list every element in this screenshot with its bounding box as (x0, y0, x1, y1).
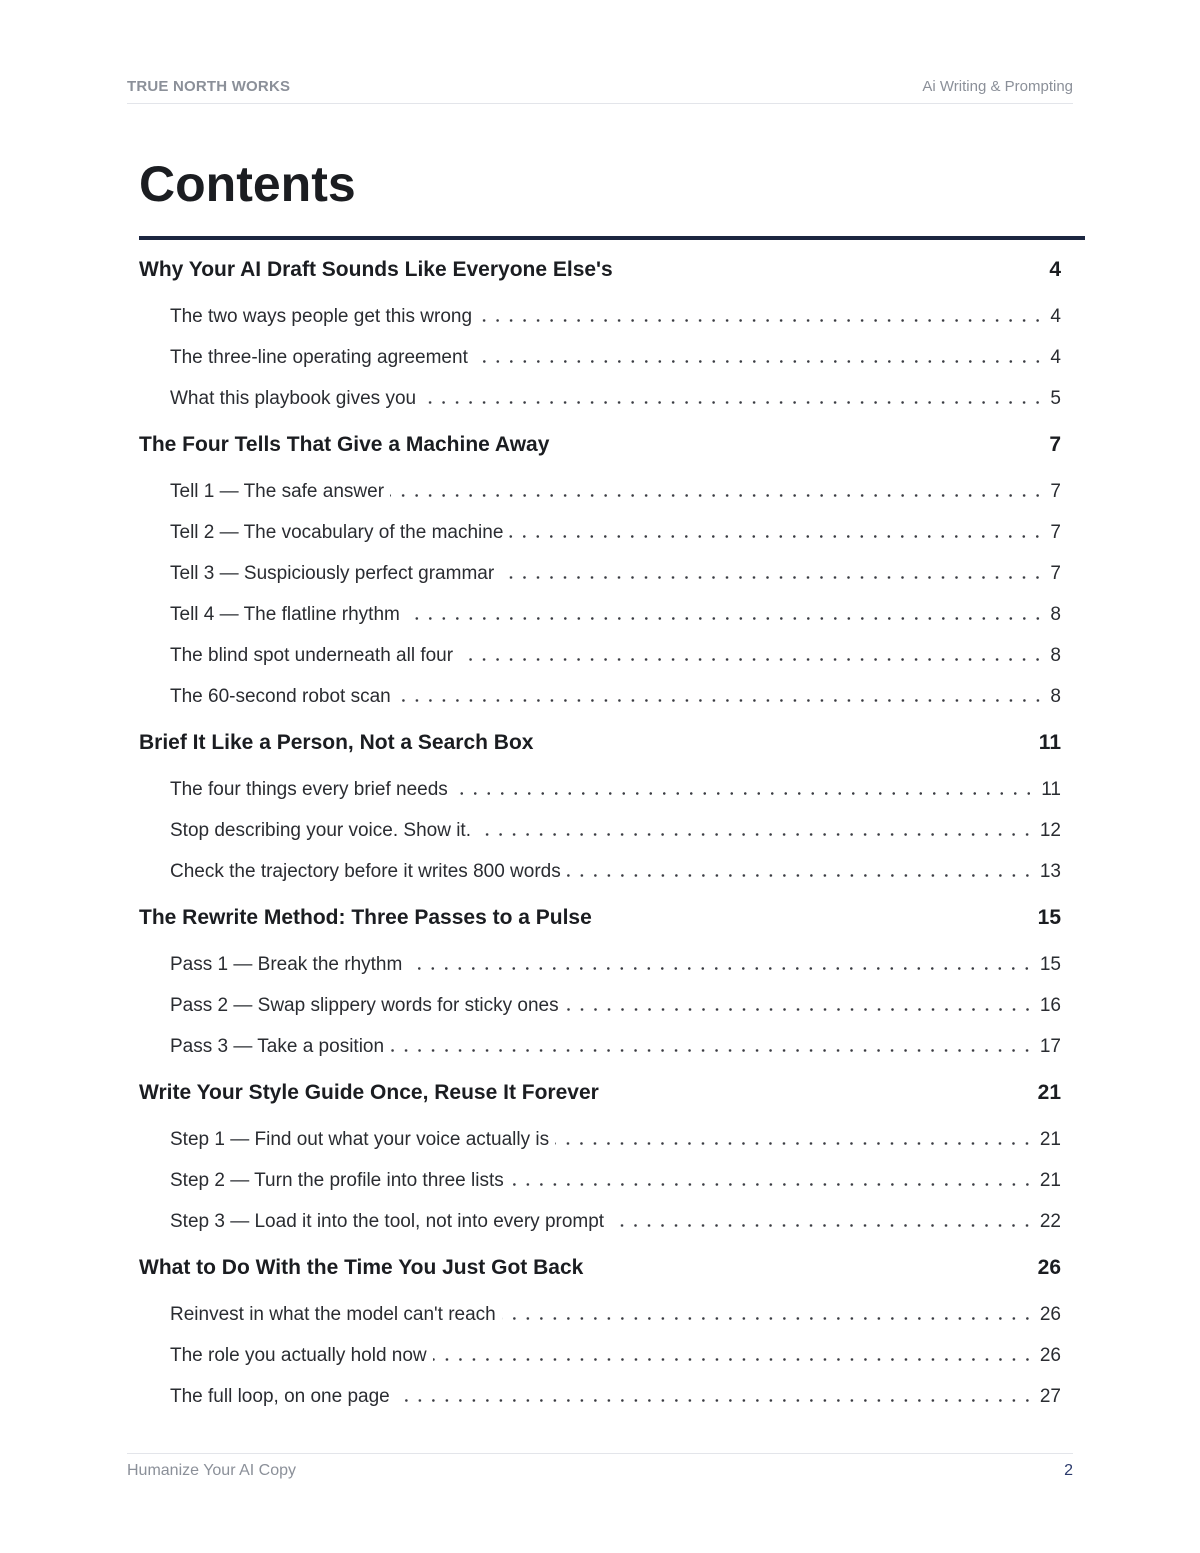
toc-section-entry[interactable] (139, 1335, 1061, 1376)
chapter-title: The Rewrite Method: Three Passes to a Pulse (139, 906, 592, 929)
section-list (139, 469, 1061, 719)
chapter-page-number: 4 (1049, 258, 1061, 281)
section-page-number: 27 (1039, 1385, 1061, 1407)
toc-chapter-entry[interactable] (139, 719, 1061, 767)
toc-section-entry[interactable] (139, 1160, 1061, 1201)
toc-section-entry[interactable] (139, 1201, 1061, 1242)
dot-leader (397, 687, 1049, 706)
section-list (139, 294, 1061, 421)
dot-leader (422, 389, 1048, 408)
dot-leader (567, 862, 1038, 881)
section-page-number: 5 (1050, 387, 1061, 409)
toc-section-entry[interactable] (139, 1119, 1061, 1160)
chapter-title: The Four Tells That Give a Machine Away (139, 433, 550, 456)
chapter-title: Brief It Like a Person, Not a Search Box (139, 731, 534, 754)
section-title: The 60-second robot scan (170, 685, 391, 707)
dot-leader (396, 1387, 1038, 1406)
dot-leader (433, 1346, 1038, 1365)
section-title: Reinvest in what the model can't reach (170, 1303, 496, 1325)
chapter-page-number: 21 (1037, 1081, 1061, 1104)
toc-chapter-entry[interactable] (139, 1244, 1061, 1292)
section-list (139, 1117, 1061, 1244)
section-page-number: 26 (1039, 1303, 1061, 1325)
dot-leader (474, 348, 1049, 367)
toc-chapter-entry[interactable] (139, 894, 1061, 942)
dot-leader (390, 1037, 1038, 1056)
page-footer (127, 1453, 1073, 1484)
toc-section-entry[interactable] (139, 512, 1061, 553)
section-page-number: 7 (1050, 562, 1061, 584)
section-page-number: 13 (1039, 860, 1061, 882)
toc-section-entry[interactable] (139, 553, 1061, 594)
dot-leader (406, 605, 1049, 624)
chapter-page-number: 26 (1037, 1256, 1061, 1279)
section-page-number: 16 (1039, 994, 1061, 1016)
toc-chapter-entry[interactable] (139, 421, 1061, 469)
section-title: Step 3 — Load it into the tool, not into every prompt (170, 1210, 605, 1232)
dot-leader (408, 955, 1038, 974)
section-page-number: 4 (1050, 305, 1061, 327)
toc-section-entry[interactable] (139, 337, 1061, 378)
dot-leader (500, 564, 1048, 583)
section-list (139, 942, 1061, 1069)
toc-section-entry[interactable] (139, 944, 1061, 985)
section-page-number: 7 (1050, 521, 1061, 543)
section-title: What this playbook gives you (170, 387, 417, 409)
chapter-title: What to Do With the Time You Just Got Back (139, 1256, 584, 1279)
section-page-number: 12 (1039, 819, 1061, 841)
toc-chapter-entry[interactable] (139, 246, 1061, 294)
chapter-page-number: 15 (1037, 906, 1061, 929)
title-divider (139, 236, 1085, 240)
section-page-number: 17 (1039, 1035, 1061, 1057)
section-title: Check the trajectory before it writes 800 words (170, 860, 561, 882)
table-of-contents (139, 246, 1061, 1419)
section-page-number: 15 (1039, 953, 1061, 975)
dot-leader (610, 1212, 1038, 1231)
page-header (127, 76, 1073, 104)
section-title: Tell 1 — The safe answer (170, 480, 385, 502)
section-page-number: 8 (1050, 603, 1061, 625)
toc-section-entry[interactable] (139, 1376, 1061, 1417)
section-title: The role you actually hold now (170, 1344, 427, 1366)
toc-section-entry[interactable] (139, 676, 1061, 717)
section-title: The blind spot underneath all four (170, 644, 454, 666)
section-page-number: 8 (1050, 685, 1061, 707)
toc-section-entry[interactable] (139, 810, 1061, 851)
section-title: The full loop, on one page (170, 1385, 390, 1407)
section-page-number: 22 (1039, 1210, 1061, 1232)
section-page-number: 21 (1039, 1128, 1061, 1150)
section-page-number: 26 (1039, 1344, 1061, 1366)
section-title: The two ways people get this wrong (170, 305, 473, 327)
page-number: 2 (1064, 1462, 1073, 1479)
section-title: Tell 4 — The flatline rhythm (170, 603, 400, 625)
toc-section-entry[interactable] (139, 635, 1061, 676)
brand-name: TRUE NORTH WORKS (127, 78, 291, 95)
dot-leader (502, 1305, 1038, 1324)
section-title: Step 2 — Turn the profile into three lists (170, 1169, 504, 1191)
section-page-number: 8 (1050, 644, 1061, 666)
chapter-page-number: 7 (1049, 433, 1061, 456)
section-list (139, 1292, 1061, 1419)
toc-section-entry[interactable] (139, 296, 1061, 337)
dot-leader (478, 307, 1048, 326)
toc-section-entry[interactable] (139, 378, 1061, 419)
section-page-number: 21 (1039, 1169, 1061, 1191)
section-list (139, 767, 1061, 894)
section-title: Step 1 — Find out what your voice actually is (170, 1128, 550, 1150)
section-name: Ai Writing & Prompting (922, 78, 1073, 95)
document-name: Humanize Your AI Copy (127, 1462, 296, 1479)
dot-leader (477, 821, 1038, 840)
dot-leader (454, 780, 1040, 799)
section-title: The four things every brief needs (170, 778, 448, 800)
dot-leader (390, 482, 1048, 501)
toc-chapter-entry[interactable] (139, 1069, 1061, 1117)
page-title: Contents (139, 156, 356, 212)
dot-leader (459, 646, 1048, 665)
toc-section-entry[interactable] (139, 594, 1061, 635)
dot-leader (510, 1171, 1038, 1190)
section-page-number: 7 (1050, 480, 1061, 502)
chapter-title: Why Your AI Draft Sounds Like Everyone Else's (139, 258, 613, 281)
dot-leader (555, 1130, 1038, 1149)
section-title: Pass 2 — Swap slippery words for sticky ones (170, 994, 559, 1016)
toc-section-entry[interactable] (139, 1294, 1061, 1335)
section-title: Stop describing your voice. Show it. (170, 819, 471, 841)
toc-section-entry[interactable] (139, 851, 1061, 892)
dot-leader (565, 996, 1038, 1015)
toc-section-entry[interactable] (139, 769, 1061, 810)
section-title: The three-line operating agreement (170, 346, 468, 368)
section-title: Tell 3 — Suspiciously perfect grammar (170, 562, 495, 584)
chapter-page-number: 11 (1038, 731, 1061, 754)
toc-section-entry[interactable] (139, 985, 1061, 1026)
toc-section-entry[interactable] (139, 471, 1061, 512)
section-title: Tell 2 — The vocabulary of the machine (170, 521, 504, 543)
section-title: Pass 3 — Take a position (170, 1035, 385, 1057)
section-page-number: 4 (1050, 346, 1061, 368)
section-page-number: 11 (1041, 778, 1061, 800)
chapter-title: Write Your Style Guide Once, Reuse It Forever (139, 1081, 599, 1104)
section-title: Pass 1 — Break the rhythm (170, 953, 403, 975)
dot-leader (509, 523, 1048, 542)
toc-section-entry[interactable] (139, 1026, 1061, 1067)
